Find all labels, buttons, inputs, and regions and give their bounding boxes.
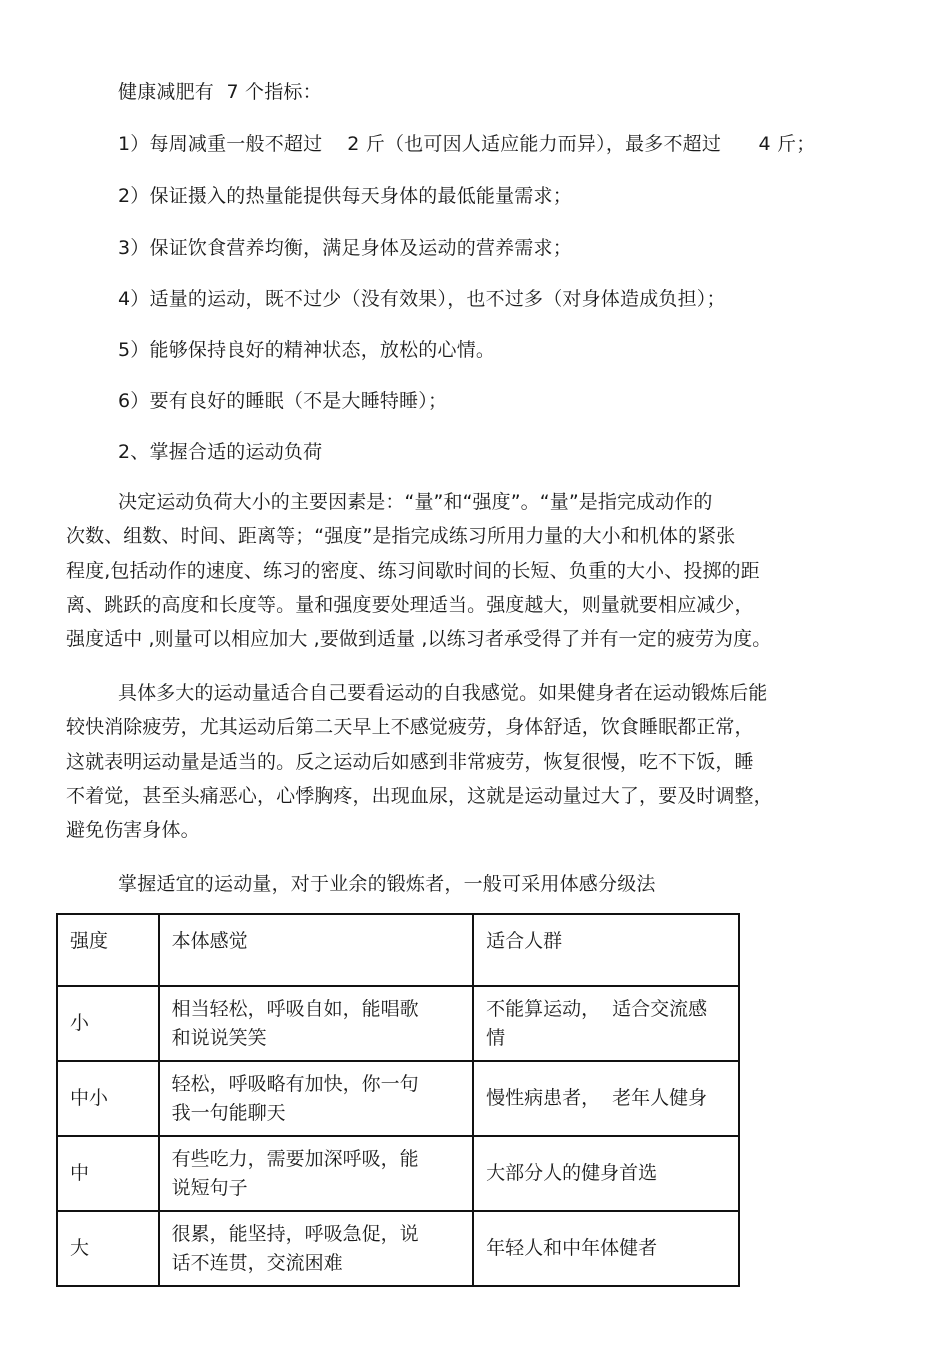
cell-line: 大部分人的健身首选 xyxy=(486,1162,658,1184)
intensity-table xyxy=(56,913,740,1287)
cell-line: 说短句子 xyxy=(171,1176,248,1199)
indicator-item-6: 6）要有良好的睡眠（不是大睡特睡）； xyxy=(118,390,448,412)
cell-group xyxy=(473,986,739,1061)
paragraph-line: 程度,包括动作的速度、练习的密度、练习间歇时间的长短、负重的大小、投掷的距 xyxy=(66,559,760,582)
table-row xyxy=(57,1211,739,1286)
cell-line: 我一句能聊天 xyxy=(171,1101,286,1124)
cell-group xyxy=(473,1061,739,1136)
indicator-item-2: 2）保证摄入的热量能提供每天身体的最低能量需求； xyxy=(118,185,572,207)
paragraph-line: 这就表明运动量是适当的。反之运动后如感到非常疲劳，恢复很慢，吃不下饭，睡 xyxy=(66,750,754,773)
cell-line: 轻松，呼吸略有加快，你一句 xyxy=(171,1072,419,1095)
cell-line: 情 xyxy=(486,1026,506,1049)
cell-line: 话不连贯，交流困难 xyxy=(171,1251,343,1274)
cell-intensity: 中小 xyxy=(57,1061,159,1136)
cell-group xyxy=(473,1136,739,1211)
paragraph-line: 避免伤害身体。 xyxy=(66,819,200,842)
cell-line: 有些吃力，需要加深呼吸，能 xyxy=(171,1147,419,1170)
cell-feeling xyxy=(159,1136,473,1211)
cell-feeling xyxy=(159,986,473,1061)
indicator-item-4: 4）适量的运动，既不过少（没有效果），也不过多（对身体造成负担）； xyxy=(118,288,726,310)
table-header-row xyxy=(57,914,739,986)
header-feeling: 本体感觉 xyxy=(159,914,473,986)
paragraph-line: 较快消除疲劳，尤其运动后第二天早上不感觉疲劳，身体舒适，饮食睡眠都正常， xyxy=(66,716,754,739)
cell-group xyxy=(473,1211,739,1286)
header-intensity: 强度 xyxy=(57,914,159,986)
paragraph-self-feeling xyxy=(66,676,836,847)
paragraph-line: 离、跳跃的高度和长度等。量和强度要处理适当。强度越大，则量就要相应减少， xyxy=(66,593,754,616)
paragraph-line: 强度适中 ,则量可以相应加大 ,要做到适量 ,以练习者承受得了并有一定的疲劳为度。 xyxy=(66,628,772,651)
cell-line: 年轻人和中年体健者 xyxy=(486,1237,658,1259)
cell-line: 相当轻松，呼吸自如，能唱歌 xyxy=(171,997,419,1020)
indicator-item-3: 3）保证饮食营养均衡，满足身体及运动的营养需求； xyxy=(118,237,572,259)
cell-line: 不能算运动， 适合交流感 xyxy=(486,997,708,1020)
section-heading: 2、掌握合适的运动负荷 xyxy=(118,441,323,463)
cell-feeling xyxy=(159,1211,473,1286)
table-row xyxy=(57,1136,739,1211)
indicators-intro: 健康减肥有 7 个指标： xyxy=(118,81,322,103)
table-intro: 掌握适宜的运动量，对于业余的锻炼者，一般可采用体感分级法 xyxy=(118,873,656,895)
indicator-item-1: 1）每周减重一般不超过 2 斤（也可因人适应能力而异），最多不超过 4 斤； xyxy=(118,133,816,155)
cell-intensity: 小 xyxy=(57,986,159,1061)
paragraph-line: 次数、组数、时间、距离等；“强度”是指完成练习所用力量的大小和机体的紧张 xyxy=(66,525,736,548)
table-row xyxy=(57,986,739,1061)
table-row xyxy=(57,1061,739,1136)
cell-line: 很累，能坚持，呼吸急促，说 xyxy=(171,1222,419,1245)
paragraph-line: 不着觉，甚至头痛恶心，心悸胸疼，出现血尿，这就是运动量过大了，要及时调整， xyxy=(66,784,773,807)
paragraph-load-factors xyxy=(66,485,836,656)
indicator-item-5: 5）能够保持良好的精神状态，放松的心情。 xyxy=(118,339,496,361)
cell-line: 慢性病患者， 老年人健身 xyxy=(486,1087,708,1109)
cell-intensity: 中 xyxy=(57,1136,159,1211)
paragraph-line: 决定运动负荷大小的主要因素是：“量”和“强度”。“量”是指完成动作的 xyxy=(118,491,713,513)
cell-line: 和说说笑笑 xyxy=(171,1026,267,1049)
cell-intensity: 大 xyxy=(57,1211,159,1286)
paragraph-line: 具体多大的运动量适合自己要看运动的自我感觉。如果健身者在运动锻炼后能 xyxy=(118,682,768,704)
cell-feeling xyxy=(159,1061,473,1136)
header-group: 适合人群 xyxy=(473,914,739,986)
